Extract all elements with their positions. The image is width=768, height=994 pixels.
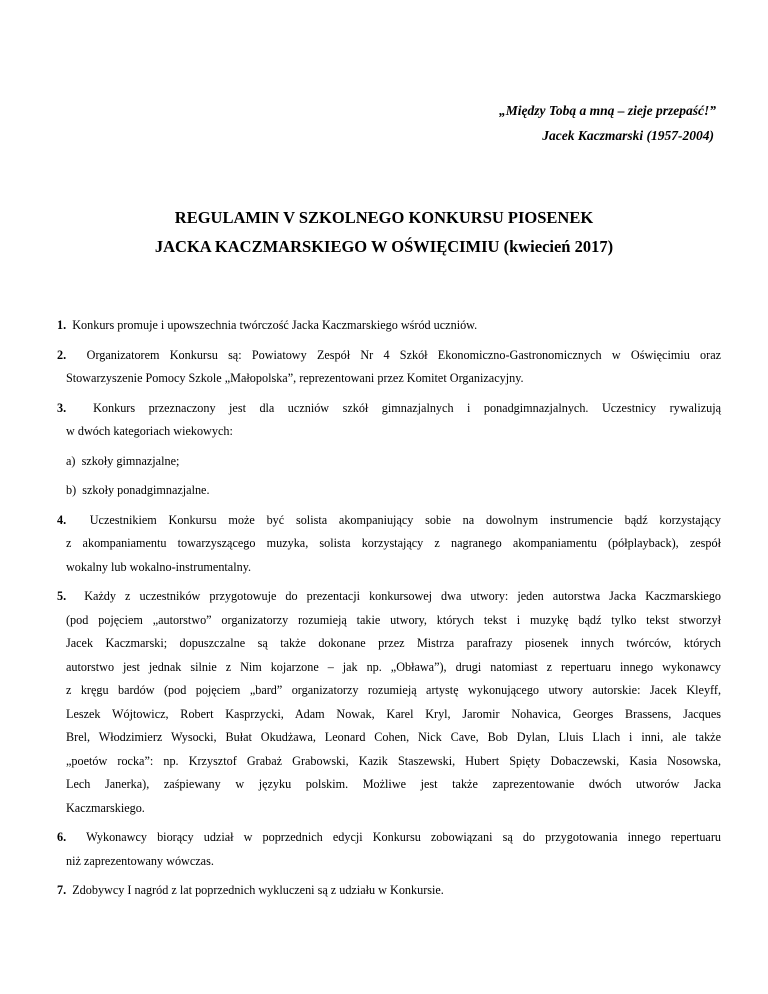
rule-text: Uczestnikiem Konkursu może być solista akompaniujący sobie na dowolnym instrumencie bądź korzystający bbox=[89, 512, 722, 527]
rule-text: Lech Janerka), zaśpiewany w języku polskim. Możliwe jest także zaprezentowanie dwóch utworów Jacka bbox=[66, 777, 721, 791]
rule-text: Brel, Włodzimierz Wysocki, Bułat Okudżawa, Leonard Cohen, Nick Cave, Bob Dylan, Lluis Llach i inni, ale także bbox=[66, 730, 721, 744]
subitem-text: szkoły ponadgimnazjalne. bbox=[82, 483, 210, 497]
rule-text: Wykonawcy biorący udział w poprzednich edycji Konkursu zobowiązani są do przygotowania innego repertuaru bbox=[86, 830, 721, 844]
rule-text: niż zaprezentowany wówczas. bbox=[66, 853, 214, 868]
rule-text: Kaczmarskiego. bbox=[66, 800, 145, 815]
document-title bbox=[0, 203, 768, 261]
rule-item-7 bbox=[57, 879, 721, 903]
title-line-2: JACKA KACZMARSKIEGO W OŚWIĘCIMIU (kwiecień 2017) bbox=[154, 237, 614, 256]
subitem-label: b) bbox=[66, 483, 77, 497]
rule-text: Jacek Kaczmarski; dopuszczalne są także dokonane przez Mistrza parafrazy piosenek innych twórców, których bbox=[66, 636, 721, 650]
rule-number: 3. bbox=[57, 400, 67, 415]
rule-text: Konkurs promuje i upowszechnia twórczość Jacka Kaczmarskiego wśród uczniów. bbox=[72, 318, 478, 332]
epigraph bbox=[499, 98, 716, 148]
rule-item-2 bbox=[57, 344, 721, 391]
rule-number: 5. bbox=[57, 589, 67, 603]
epigraph-author: Jacek Kaczmarski (1957-2004) bbox=[542, 128, 714, 143]
rule-number: 4. bbox=[57, 512, 67, 527]
rule-number: 2. bbox=[57, 347, 67, 362]
rule-text: „poetów rocka”: np. Krzysztof Grabaż Grabowski, Kazik Staszewski, Hubert Spięty Dobaczewski, Kasia Nosowska, bbox=[66, 753, 721, 768]
subitem-text: szkoły gimnazjalne; bbox=[81, 453, 180, 468]
title-line-1: REGULAMIN V SZKOLNEGO KONKURSU PIOSENEK bbox=[174, 208, 594, 227]
rule-text: Leszek Wójtowicz, Robert Kasprzycki, Adam Nowak, Karel Kryl, Jaromir Nohavica, Georges Brassens, Jacques bbox=[66, 706, 721, 721]
rule-text: Stowarzyszenie Pomocy Szkole „Małopolska”, reprezentowani przez Komitet Organizacyjny. bbox=[66, 371, 524, 385]
subitem-a bbox=[57, 450, 721, 474]
rules-list bbox=[57, 314, 721, 903]
rule-text: Organizatorem Konkursu są: Powiatowy Zespół Nr 4 Szkół Ekonomiczno-Gastronomicznych w Oświęcimiu oraz bbox=[86, 347, 722, 362]
rule-text: autorstwo jest jednak silnie z Nim kojarzone – jak np. „Obława”), drugi natomiast z repertuaru innego wykonawcy bbox=[66, 659, 721, 674]
subitem-b bbox=[57, 479, 721, 503]
subitem-label: a) bbox=[66, 453, 76, 468]
rule-item-4 bbox=[57, 509, 721, 580]
rule-item-1 bbox=[57, 314, 721, 338]
rule-text: z akompaniamentu towarzyszącego muzyka, solista korzystający z nagranego akompaniamentu (półplayback), zespół bbox=[66, 536, 721, 550]
rule-text: w dwóch kategoriach wiekowych: bbox=[66, 424, 233, 438]
rule-number: 1. bbox=[57, 318, 67, 332]
epigraph-quote: „Między Tobą a mną – zieje przepaść!” bbox=[499, 103, 716, 118]
rule-item-5 bbox=[57, 585, 721, 820]
rule-text: (pod pojęciem „autorstwo” organizatorzy rozumieją takie utwory, których tekst i muzykę bądź tylko tekst stworzył bbox=[66, 612, 721, 627]
rule-text: Każdy z uczestników przygotowuje do prezentacji konkursowej dwa utwory: jeden autorstwa Jacka Kaczmarskiego bbox=[84, 589, 722, 603]
rule-number: 7. bbox=[57, 883, 67, 897]
rule-text: Konkurs przeznaczony jest dla uczniów szkół gimnazjalnych i ponadgimnazjalnych. Uczestnicy rywalizują bbox=[93, 400, 721, 415]
rule-text: z kręgu bardów (pod pojęciem „bard” organizatorzy rozumieją artystę wykonującego utwory autorskie: Jacek Kleyff, bbox=[66, 683, 721, 697]
rule-text: wokalny lub wokalno-instrumentalny. bbox=[66, 559, 252, 574]
rule-item-3 bbox=[57, 397, 721, 444]
rule-item-6 bbox=[57, 826, 721, 873]
rule-number: 6. bbox=[57, 830, 67, 844]
rule-text: Zdobywcy I nagród z lat poprzednich wykluczeni są z udziału w Konkursie. bbox=[72, 883, 444, 897]
